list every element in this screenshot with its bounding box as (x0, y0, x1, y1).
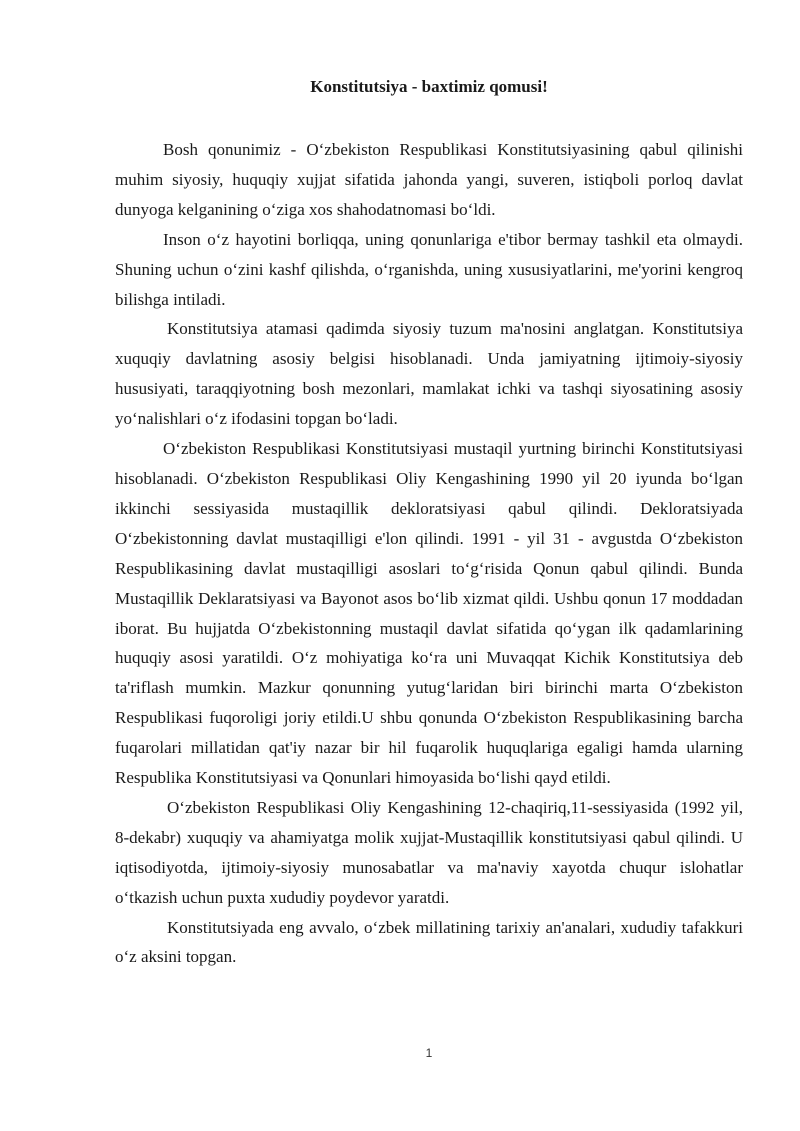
document-body (115, 135, 743, 972)
paragraph-5: Oʻzbekiston Respublikasi Oliy Kengashining 12-chaqiriq,11-sessiyasida (1992 yil, 8-dekabr) xuquqiy va ahamiyatga molik xujjat-Mustaqillik konstitutsiyasi qabul qilindi. U iqtisodiyotda, ijtimoiy-siyosiy munosabatlar va ma'naviy xayotda chuqur islohatlar oʻtkazish uchun puxta xududiy poydevor yaratdi. (115, 797, 743, 907)
paragraph-4: Oʻzbekiston Respublikasi Konstitutsiyasi mustaqil yurtning birinchi Konstitutsiyasi hisoblanadi. Oʻzbekiston Respublikasi Oliy Kengashining 1990 yil 20 iyunda boʻlgan ikkinchi sessiyasida mustaqillik dekloratsiyasi qabul qilindi. Dekloratsiyada Oʻzbekistonning davlat mustaqilligi e'lon qilindi. 1991 - yil 31 - avgustda Oʻzbekiston Respublikasining davlat mustaqilligi asoslari toʻgʻrisida Qonun qabul qilindi. Bunda Mustaqillik Deklaratsiyasi va Bayonot asos boʻlib xizmat qildi. Ushbu qonun 17 moddadan iborat. Bu hujjatda Oʻzbekistonning mustaqil davlat sifatida qoʻygan ilk qadamlarining huquqiy asosi yaratildi. Oʻz mohiyatiga koʻra uni Muvaqqat Kichik Konstitutsiya deb ta'riflash mumkin. Mazkur qonunning yutugʻlaridan biri birinchi marta Oʻzbekiston Respublikasi fuqoroligi joriy etildi.U shbu qonunda Oʻzbekiston Respublikasining barcha fuqarolari millatidan qat'iy nazar bir hil fuqarolik huquqlariga egaligi hamda ularning Respublika Konstitutsiyasi va Qonunlari himoyasida boʻlishi qayd etildi. (115, 439, 743, 788)
document-title: Konstitutsiya - baxtimiz qomusi! (310, 77, 548, 96)
paragraph-6: Konstitutsiyada eng avvalo, oʻzbek millatining tarixiy an'analari, xududiy tafakkuri oʻz aksini topgan. (115, 917, 743, 967)
paragraph-2: Inson oʻz hayotini borliqqa, uning qonunlariga e'tibor bermay tashkil eta olmaydi. Shuning uchun oʻzini kashf qilishda, oʻrganishda, uning xususiyatlarini, me'yorini kengroq bilishga intiladi. (115, 229, 743, 309)
paragraph-1: Bosh qonunimiz - Oʻzbekiston Respublikasi Konstitutsiyasining qabul qilinishi muhim siyosiy, huquqiy xujjat sifatida jahonda yangi, suveren, istiqboli porloq davlat dunyoga kelganining oʻziga xos shahodatnomasi boʻldi. (115, 140, 743, 219)
paragraph-3: Konstitutsiya atamasi qadimda siyosiy tuzum ma'nosini anglatgan. Konstitutsiya xuquqiy davlatning asosiy belgisi hisoblanadi. Unda jamiyatning ijtimoiy-siyosiy hususiyati, taraqqiyotning bosh mezonlari, mamlakat ichki va tashqi siyosatining asosiy yoʻnalishlari oʻz ifodasini topgan boʻladi. (115, 319, 743, 429)
page-number: 1 (425, 1046, 433, 1060)
